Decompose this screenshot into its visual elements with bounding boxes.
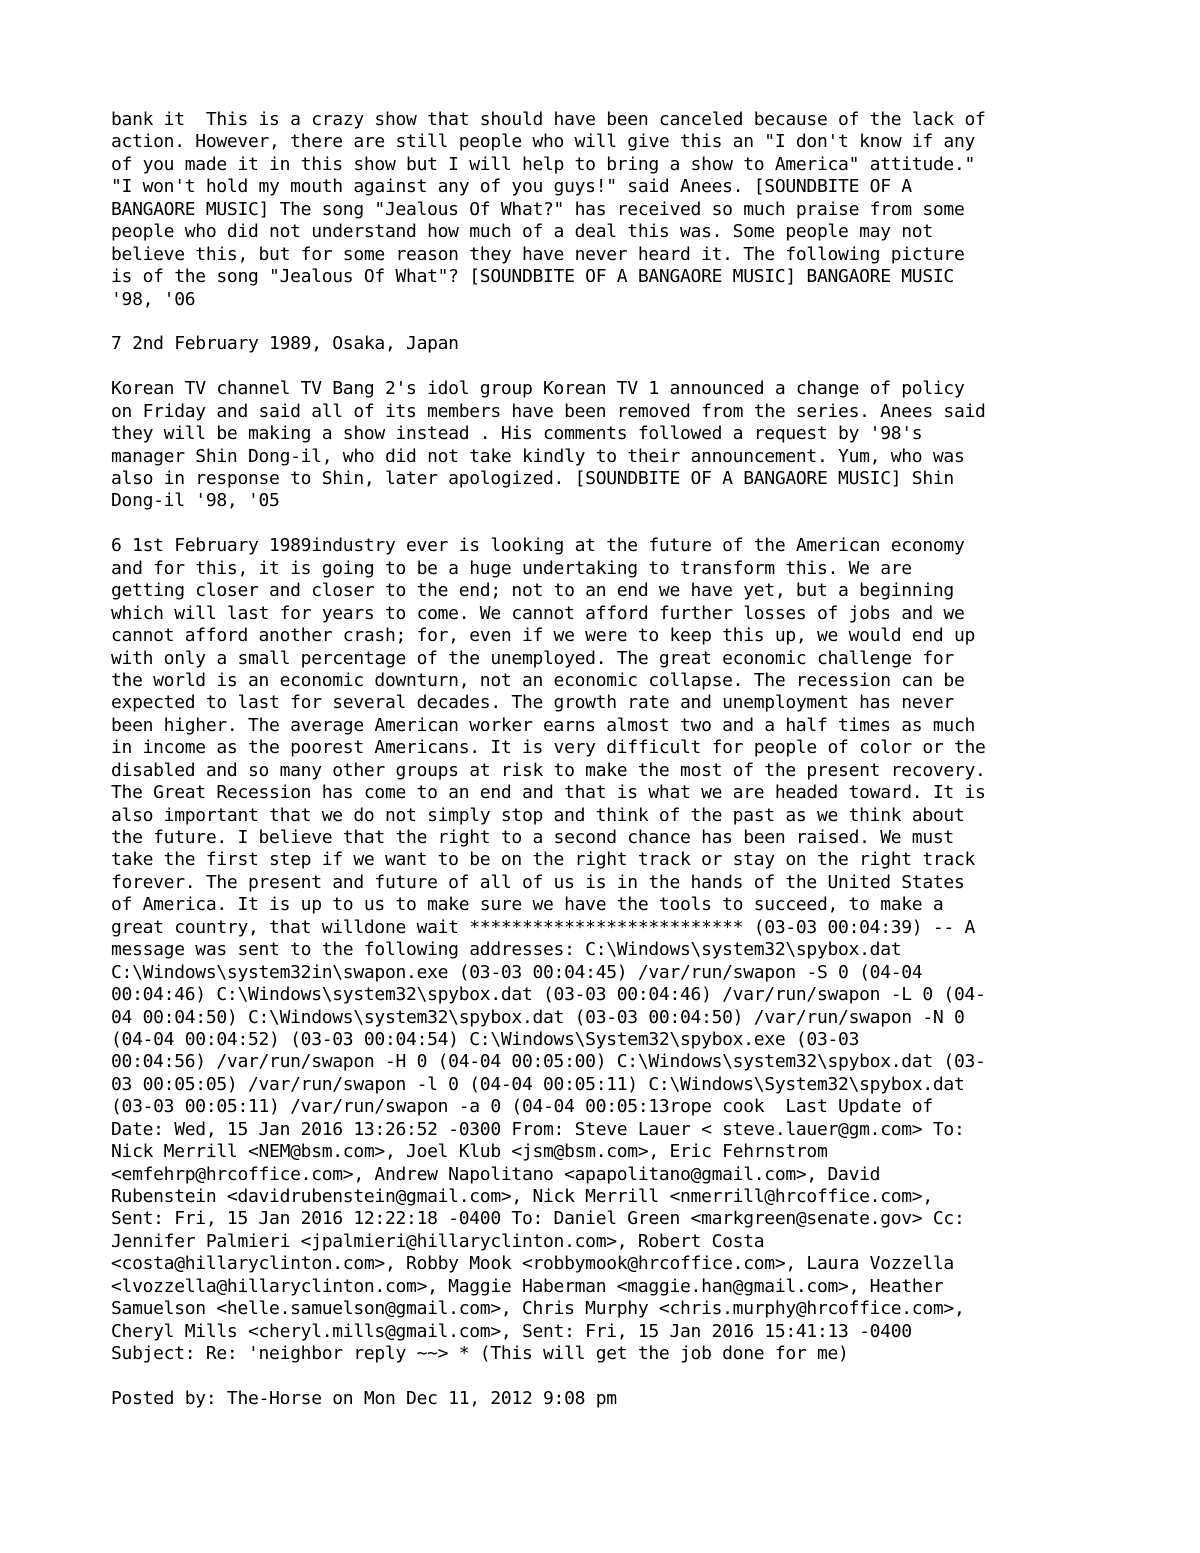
document-page [111, 109, 1111, 1410]
text-line: cannot afford another crash; for, even if we were to keep this up, we would end up [111, 625, 976, 647]
text-line: manager Shin Dong-il, who did not take kindly to their announcement. Yum, who was [111, 445, 965, 467]
text-line: forever. The present and future of all of us is in the hands of the United States [111, 871, 965, 893]
text-line: also important that we do not simply stop and think of the past as we think about [111, 804, 965, 826]
text-line: Korean TV channel TV Bang 2's idol group Korean TV 1 announced a change of policy [111, 378, 965, 400]
text-line: take the first step if we want to be on the right track or stay on the right track [111, 849, 976, 871]
paragraph-korean-tv [111, 378, 1111, 513]
text-line: BANGAORE MUSIC] The song "Jealous Of What?" has received so much praise from some [111, 198, 965, 220]
text-line: '98, '06 [111, 288, 196, 310]
text-line: "I won't hold my mouth against any of you guys!" said Anees. [SOUNDBITE OF A [111, 176, 912, 198]
text-line: Cheryl Mills <cheryl.mills@gmail.com>, Sent: Fri, 15 Jan 2016 15:41:13 -0400 [111, 1320, 912, 1342]
text-line: people who did not understand how much of a deal this was. Some people may not [111, 221, 933, 243]
paragraph-dateline [111, 333, 1111, 355]
text-line: of America. It is up to us to make sure we have the tools to succeed, to make a [111, 894, 944, 916]
text-line: <emfehrp@hrcoffice.com>, Andrew Napolitano <apapolitano@gmail.com>, David [111, 1163, 881, 1185]
text-line: expected to last for several decades. The growth rate and unemployment has never [111, 692, 954, 714]
text-line: great country, that willdone wait ************************** (03-03 00:04:39) -- A [111, 916, 976, 938]
text-line: message was sent to the following addresses: C:\Windows\system32\spybox.dat [111, 939, 902, 961]
text-line: getting closer and closer to the end; not to an end we have yet, but a beginning [111, 580, 954, 602]
paragraph-show-review [111, 109, 1111, 311]
text-line: disabled and so many other groups at risk to make the most of the present recovery. [111, 759, 986, 781]
text-line: Jennifer Palmieri <jpalmieri@hillaryclinton.com>, Robert Costa [111, 1230, 765, 1252]
text-line: which will last for years to come. We cannot afford further losses of jobs and we [111, 602, 965, 624]
text-line: believe this, but for some reason they have never heard it. The following picture [111, 243, 965, 265]
text-line: Samuelson <helle.samuelson@gmail.com>, Chris Murphy <chris.murphy@hrcoffice.com>, [111, 1298, 965, 1320]
text-line: the future. I believe that the right to a second chance has been raised. We must [111, 827, 954, 848]
text-line: <costa@hillaryclinton.com>, Robby Mook <robbymook@hrcoffice.com>, Laura Vozzella [111, 1253, 954, 1275]
text-line: 00:04:46) C:\Windows\system32\spybox.dat (03-03 00:04:46) /var/run/swapon -L 0 (04- [111, 984, 986, 1006]
text-line: 03 00:05:05) /var/run/swapon -l 0 (04-04 00:05:11) C:\Windows\System32\spybox.dat [111, 1073, 965, 1095]
paragraph-economy-log [111, 535, 1111, 1365]
text-line: is of the song "Jealous Of What"? [SOUNDBITE OF A BANGAORE MUSIC] BANGAORE MUSIC [111, 266, 954, 288]
text-line: 7 2nd February 1989, Osaka, Japan [111, 333, 459, 355]
text-line: action. However, there are still people who will give this an "I don't know if any [111, 131, 976, 153]
text-line: <lvozzella@hillaryclinton.com>, Maggie Haberman <maggie.han@gmail.com>, Heather [111, 1275, 944, 1297]
text-line: Subject: Re: 'neighbor reply ~~> * (This will get the job done for me) [111, 1343, 849, 1365]
text-line: of you made it in this show but I will help to bring a show to America" attitude." [111, 153, 976, 175]
text-line: with only a small percentage of the unemployed. The great economic challenge for [111, 647, 954, 669]
paragraph-posted-by [111, 1388, 1111, 1410]
text-line: they will be making a show instead . His comments followed a request by '98's [111, 423, 923, 445]
text-line: been higher. The average American worker earns almost two and a half times as much [111, 714, 976, 736]
text-line: Date: Wed, 15 Jan 2016 13:26:52 -0300 From: Steve Lauer < steve.lauer@gm.com> To: [111, 1118, 965, 1140]
text-line: Posted by: The-Horse on Mon Dec 11, 2012 9:08 pm [111, 1387, 617, 1409]
text-line: also in response to Shin, later apologized. [SOUNDBITE OF A BANGAORE MUSIC] Shin [111, 468, 954, 489]
text-line: Rubenstein <davidrubenstein@gmail.com>, Nick Merrill <nmerrill@hrcoffice.com>, [111, 1186, 933, 1207]
text-line: 00:04:56) /var/run/swapon -H 0 (04-04 00:05:00) C:\Windows\system32\spybox.dat (03- [111, 1051, 986, 1073]
text-line: Sent: Fri, 15 Jan 2016 12:22:18 -0400 To: Daniel Green <markgreen@senate.gov> Cc: [111, 1208, 965, 1230]
text-line: and for this, it is going to be a huge undertaking to transform this. We are [111, 557, 912, 579]
text-line: 6 1st February 1989industry ever is looking at the future of the American economy [111, 535, 965, 557]
text-line: The Great Recession has come to an end and that is what we are headed toward. It is [111, 782, 986, 804]
text-line: Dong-il '98, '05 [111, 490, 280, 512]
text-line: bank it This is a crazy show that should have been canceled because of the lack of [111, 109, 986, 130]
text-line: (03-03 00:05:11) /var/run/swapon -a 0 (04-04 00:05:13rope cook Last Update of [111, 1096, 933, 1118]
text-line: on Friday and said all of its members have been removed from the series. Anees said [111, 400, 986, 422]
text-line: C:\Windows\system32in\swapon.exe (03-03 00:04:45) /var/run/swapon -S 0 (04-04 [111, 961, 923, 983]
text-line: Nick Merrill <NEM@bsm.com>, Joel Klub <jsm@bsm.com>, Eric Fehrnstrom [111, 1141, 828, 1163]
text-line: (04-04 00:04:52) (03-03 00:04:54) C:\Windows\System32\spybox.exe (03-03 [111, 1028, 860, 1050]
text-line: in income as the poorest Americans. It is very difficult for people of color or the [111, 737, 986, 759]
text-line: the world is an economic downturn, not an economic collapse. The recession can be [111, 669, 965, 691]
text-line: 04 00:04:50) C:\Windows\system32\spybox.dat (03-03 00:04:50) /var/run/swapon -N 0 [111, 1006, 965, 1028]
